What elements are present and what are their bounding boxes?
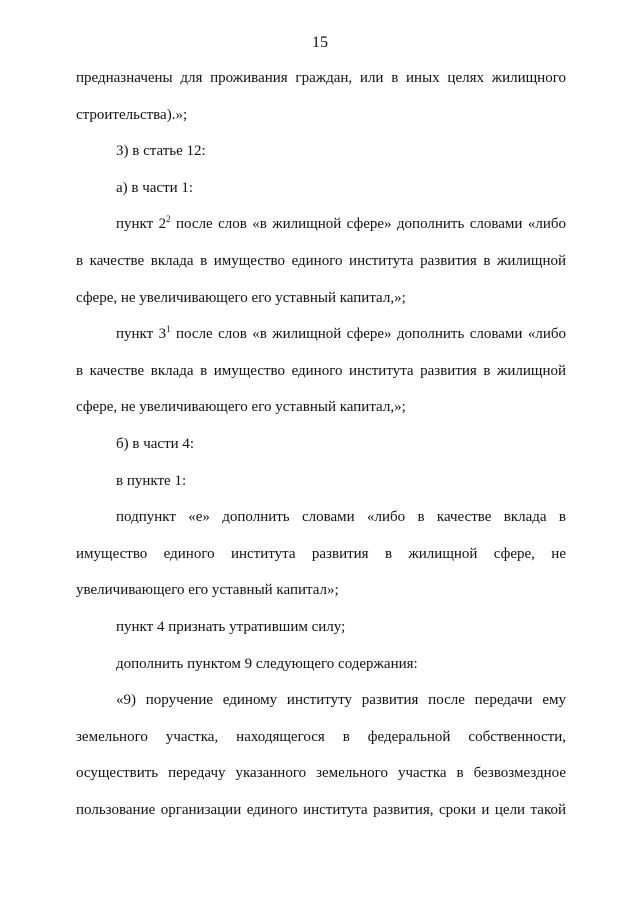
text-line: б) в части 4:: [116, 435, 195, 452]
text-line: [76, 316, 566, 353]
text-line: пользование организации единого института развития, сроки и цели такой: [76, 801, 566, 818]
text-line: имущество единого института развития в жилищной сфере, не: [76, 545, 566, 562]
superscript: 1: [166, 324, 171, 335]
document-body: [76, 60, 566, 828]
text-line: предназначены для проживания граждан, или в иных целях жилищного: [76, 70, 566, 86]
text-line: сфере, не увеличивающего его уставный капитал,»;: [76, 289, 406, 306]
text-line: 3) в статье 12:: [116, 143, 206, 160]
superscript: 2: [166, 214, 171, 225]
text-line: земельного участка, находящегося в федеральной собственности,: [76, 728, 566, 745]
text-line: в пункте 1:: [116, 472, 187, 489]
text-line: увеличивающего его уставный капитал»;: [76, 582, 339, 599]
text-fragment: после слов «в жилищной сфере» дополнить словами «либо: [170, 216, 566, 233]
text-line: в качестве вклада в имущество единого института развития в жилищной: [76, 252, 566, 269]
text-fragment: пункт 2: [116, 216, 167, 233]
text-line: «9) поручение единому институту развития после передачи ему: [116, 692, 566, 709]
text-line: в качестве вклада в имущество единого института развития в жилищной: [76, 362, 566, 379]
text-line: а) в части 1:: [116, 179, 194, 196]
text-line: [76, 206, 566, 243]
text-line: пункт 4 признать утратившим силу;: [116, 618, 346, 635]
text-line: дополнить пунктом 9 следующего содержания:: [116, 655, 418, 672]
text-fragment: после слов «в жилищной сфере» дополнить словами «либо: [170, 326, 566, 343]
text-fragment: пункт 3: [116, 326, 167, 343]
text-line: строительства).»;: [76, 106, 188, 123]
text-line: осуществить передачу указанного земельного участка в безвозмездное: [76, 765, 566, 782]
text-line: сфере, не увеличивающего его уставный капитал,»;: [76, 399, 406, 416]
page-number: 15: [312, 34, 328, 51]
text-line: подпункт «е» дополнить словами «либо в качестве вклада в: [116, 509, 566, 526]
